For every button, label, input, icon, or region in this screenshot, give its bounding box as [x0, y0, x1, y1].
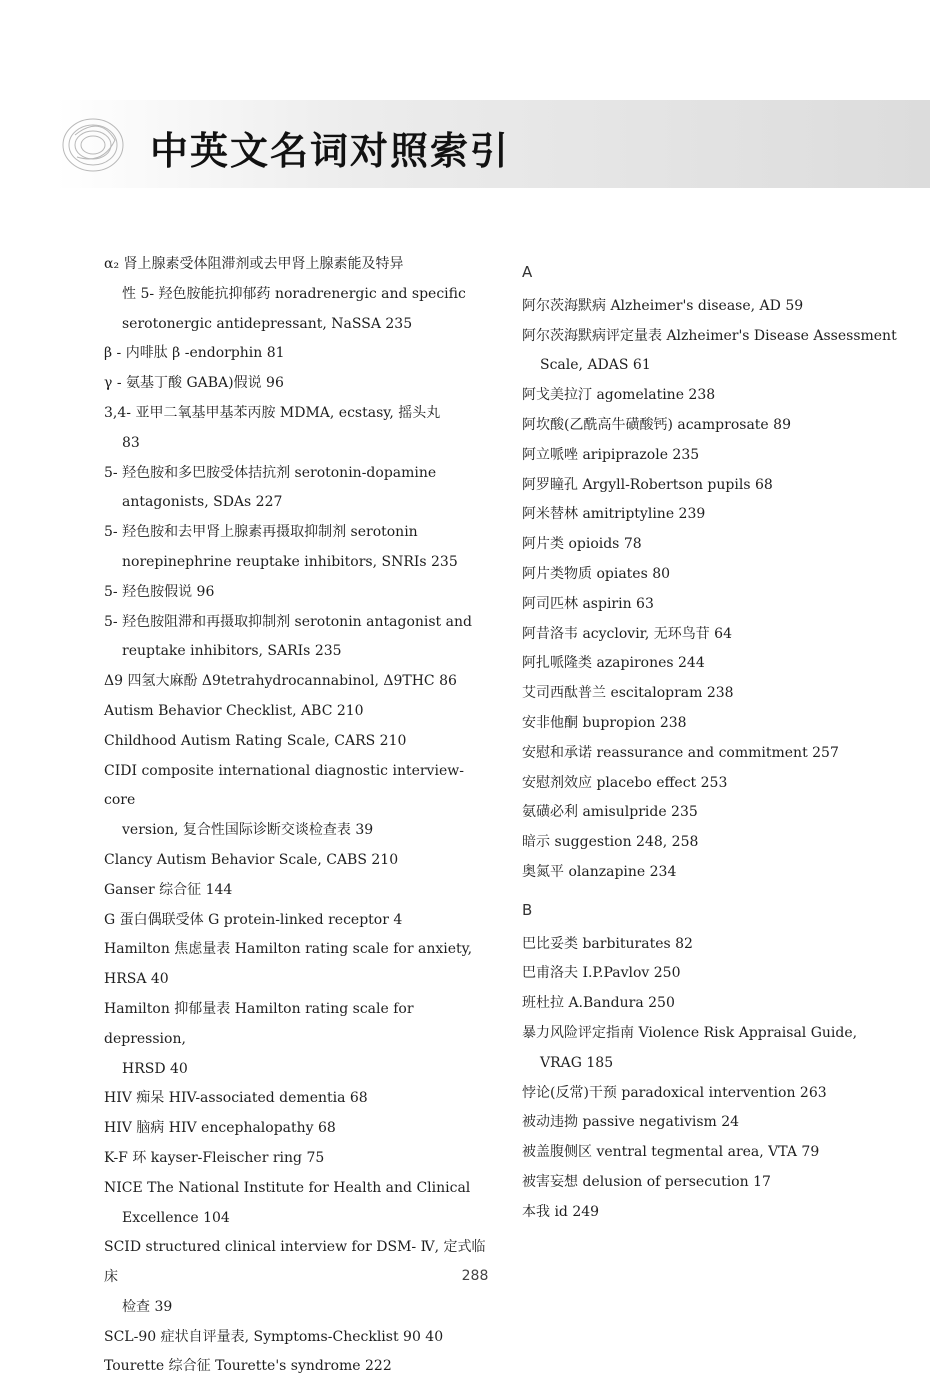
index-entry-text: α₂ 肾上腺素受体阻滞剂或去甲肾上腺素能及特异	[104, 256, 404, 272]
index-entry-text: 奥氮平 olanzapine 234	[522, 863, 677, 880]
index-entry	[104, 459, 494, 519]
index-column-left	[104, 250, 494, 1382]
index-entry	[522, 649, 917, 679]
index-entry-text: K-F 环 kayser-Fleischer ring 75	[104, 1149, 325, 1166]
index-entry	[104, 727, 494, 757]
index-entry-text: 阿尔茨海默病评定量表 Alzheimer's Disease Assessment	[522, 327, 897, 344]
index-entry-continuation: version, 复合性国际诊断交谈检查表 39	[122, 822, 374, 839]
index-entry	[522, 381, 917, 411]
page-number: 288	[461, 1268, 489, 1284]
index-entry	[104, 608, 494, 668]
index-entry	[522, 500, 917, 530]
index-entry-text: 安慰和承诺 reassurance and commitment 257	[522, 744, 839, 761]
page-title: 中英文名词对照索引	[150, 128, 511, 173]
index-entry	[522, 1079, 917, 1109]
index-entry	[522, 1198, 917, 1228]
index-entry	[104, 250, 494, 339]
index-entry-text: Ganser 综合征 144	[104, 881, 233, 898]
index-entry-continuation: serotonergic antidepressant, NaSSA 235	[122, 315, 413, 332]
index-entry	[522, 828, 917, 858]
index-entry-text: 安慰剂效应 placebo effect 253	[522, 774, 728, 791]
index-entry	[522, 411, 917, 441]
index-entry	[104, 846, 494, 876]
index-entry-text: 阿立哌唑 aripiprazole 235	[522, 446, 700, 463]
index-entry	[522, 858, 917, 888]
index-entry-text: Tourette 综合征 Tourette's syndrome 222	[104, 1358, 392, 1375]
index-entry-text: 阿罗瞳孔 Argyll-Robertson pupils 68	[522, 476, 773, 493]
index-entry	[522, 798, 917, 828]
index-column-right	[522, 250, 917, 1228]
index-entry-text: SCL-90 症状自评量表, Symptoms-Checklist 90 40	[104, 1328, 444, 1345]
index-entry	[104, 369, 494, 399]
index-entry-text: 暴力风险评定指南 Violence Risk Appraisal Guide,	[522, 1024, 858, 1041]
index-entry	[522, 322, 917, 382]
index-entry	[104, 697, 494, 727]
index-entry-text: Childhood Autism Rating Scale, CARS 210	[104, 732, 407, 749]
index-entry-continuation: antagonists, SDAs 227	[122, 494, 283, 511]
index-entry	[104, 1174, 494, 1234]
index-entry-text: 5- 羟色胺假说 96	[104, 583, 215, 600]
index-entry	[522, 679, 917, 709]
section-letter: B	[522, 900, 533, 919]
index-entry-continuation: VRAG 185	[540, 1054, 614, 1071]
index-entry	[104, 339, 494, 369]
index-entry-text: 3,4- 亚甲二氧基甲基苯丙胺 MDMA, ecstasy, 摇头丸	[104, 404, 441, 421]
index-entry	[104, 995, 494, 1084]
index-entry	[522, 1168, 917, 1198]
index-entry-text: 巴甫洛夫 I.P.Pavlov 250	[522, 965, 681, 982]
index-entry-text: 氨磺必利 amisulpride 235	[522, 804, 698, 821]
index-entry-text: SCID structured clinical interview for DSM- Ⅳ, 定式临床	[104, 1239, 486, 1286]
index-entry	[522, 292, 917, 322]
index-entry-continuation: norepinephrine reuptake inhibitors, SNRIs 235	[122, 553, 458, 570]
index-entry-text: 阿戈美拉汀 agomelatine 238	[522, 387, 716, 404]
index-entry-continuation: 性 5- 羟色胺能抗抑郁药 noradrenergic and specific	[122, 285, 466, 302]
index-entry-text: 被动违拗 passive negativism 24	[522, 1114, 740, 1131]
index-entry	[522, 709, 917, 739]
index-entry	[522, 530, 917, 560]
index-entry-continuation: 检查 39	[122, 1298, 173, 1315]
index-entry-text: Autism Behavior Checklist, ABC 210	[104, 702, 364, 719]
index-entry-text: 阿尔茨海默病 Alzheimer's disease, AD 59	[522, 297, 804, 314]
index-entry-text: 阿昔洛韦 acyclovir, 无环鸟苷 64	[522, 625, 732, 642]
index-entry	[104, 1352, 494, 1382]
index-entry	[104, 876, 494, 906]
index-entry-text: 被害妄想 delusion of persecution 17	[522, 1173, 771, 1190]
index-entry	[104, 1114, 494, 1144]
index-entry	[522, 590, 917, 620]
index-entry-text: G 蛋白偶联受体 G protein-linked receptor 4	[104, 911, 403, 928]
index-entry	[522, 959, 917, 989]
index-entry-text: Clancy Autism Behavior Scale, CABS 210	[104, 851, 399, 868]
index-entry-text: 安非他酮 bupropion 238	[522, 714, 687, 731]
index-entry	[104, 667, 494, 697]
index-entry	[104, 518, 494, 578]
index-entry	[522, 989, 917, 1019]
index-entry	[104, 906, 494, 936]
index-entry-text: Hamilton 焦虑量表 Hamilton rating scale for anxiety, HRSA 40	[104, 941, 477, 988]
index-entry	[104, 935, 494, 995]
index-entry	[522, 1108, 917, 1138]
index-entry-text: NICE The National Institute for Health and Clinical	[104, 1179, 471, 1196]
index-entry-text: 班杜拉 A.Bandura 250	[522, 995, 675, 1012]
index-entry	[522, 930, 917, 960]
index-entry-text: 阿片类物质 opiates 80	[522, 565, 671, 582]
index-entry-text: 悖论(反常)干预 paradoxical intervention 263	[522, 1084, 827, 1101]
index-entry	[522, 1019, 917, 1079]
index-entry	[522, 560, 917, 590]
index-entry-text: 阿司匹林 aspirin 63	[522, 595, 654, 612]
index-entry	[104, 1084, 494, 1114]
index-entry-text: 暗示 suggestion 248, 258	[522, 834, 699, 851]
index-entry-text: 艾司西酞普兰 escitalopram 238	[522, 685, 734, 702]
index-entry-text: 巴比妥类 barbiturates 82	[522, 935, 693, 952]
index-entry-continuation: reuptake inhibitors, SARIs 235	[122, 643, 342, 660]
index-entry-text: CIDI composite international diagnostic interview-core	[104, 762, 464, 809]
index-entry	[522, 769, 917, 799]
index-entry	[104, 1144, 494, 1174]
index-entry-text: 5- 羟色胺和去甲肾上腺素再摄取抑制剂 serotonin	[104, 524, 418, 541]
index-entry-continuation: 83	[122, 434, 140, 451]
index-entry	[522, 620, 917, 650]
index-entry-continuation: Excellence 104	[122, 1209, 230, 1226]
decorative-swirl-icon	[55, 105, 135, 185]
index-entry	[104, 399, 494, 459]
index-entry-text: HIV 痴呆 HIV-associated dementia 68	[104, 1090, 368, 1107]
section-letter: A	[522, 263, 533, 281]
index-entry	[104, 578, 494, 608]
index-entry-text: 阿片类 opioids 78	[522, 536, 642, 553]
index-entry-continuation: HRSD 40	[122, 1060, 188, 1077]
index-entry-text: 5- 羟色胺阻滞和再摄取抑制剂 serotonin antagonist and	[104, 613, 472, 630]
index-entry-text: 5- 羟色胺和多巴胺受体拮抗剂 serotonin-dopamine	[104, 464, 437, 481]
index-entry	[104, 757, 494, 846]
index-entry-text: γ - 氨基丁酸 GABA)假说 96	[104, 375, 284, 392]
index-entry-text: Δ9 四氢大麻酚 Δ9tetrahydrocannabinol, Δ9THC 86	[104, 673, 457, 690]
index-entry-text: 阿坎酸(乙酰高牛磺酸钙) acamprosate 89	[522, 416, 791, 433]
index-entry-text: HIV 脑病 HIV encephalopathy 68	[104, 1120, 336, 1137]
index-entry-text: 本我 id 249	[522, 1203, 600, 1220]
index-entry-text: Hamilton 抑郁量表 Hamilton rating scale for depression,	[104, 1000, 418, 1047]
index-entry	[104, 1323, 494, 1353]
index-entry-text: 阿米替林 amitriptyline 239	[522, 506, 706, 523]
index-entry-text: 阿扎哌隆类 azapirones 244	[522, 655, 705, 672]
index-entry	[522, 1138, 917, 1168]
index-entry	[522, 739, 917, 769]
index-entry-text: β - 内啡肽 β -endorphin 81	[104, 345, 285, 362]
index-entry-text: 被盖腹侧区 ventral tegmental area, VTA 79	[522, 1144, 820, 1161]
index-entry	[522, 471, 917, 501]
index-entry-continuation: Scale, ADAS 61	[540, 357, 651, 374]
index-entry	[522, 441, 917, 471]
